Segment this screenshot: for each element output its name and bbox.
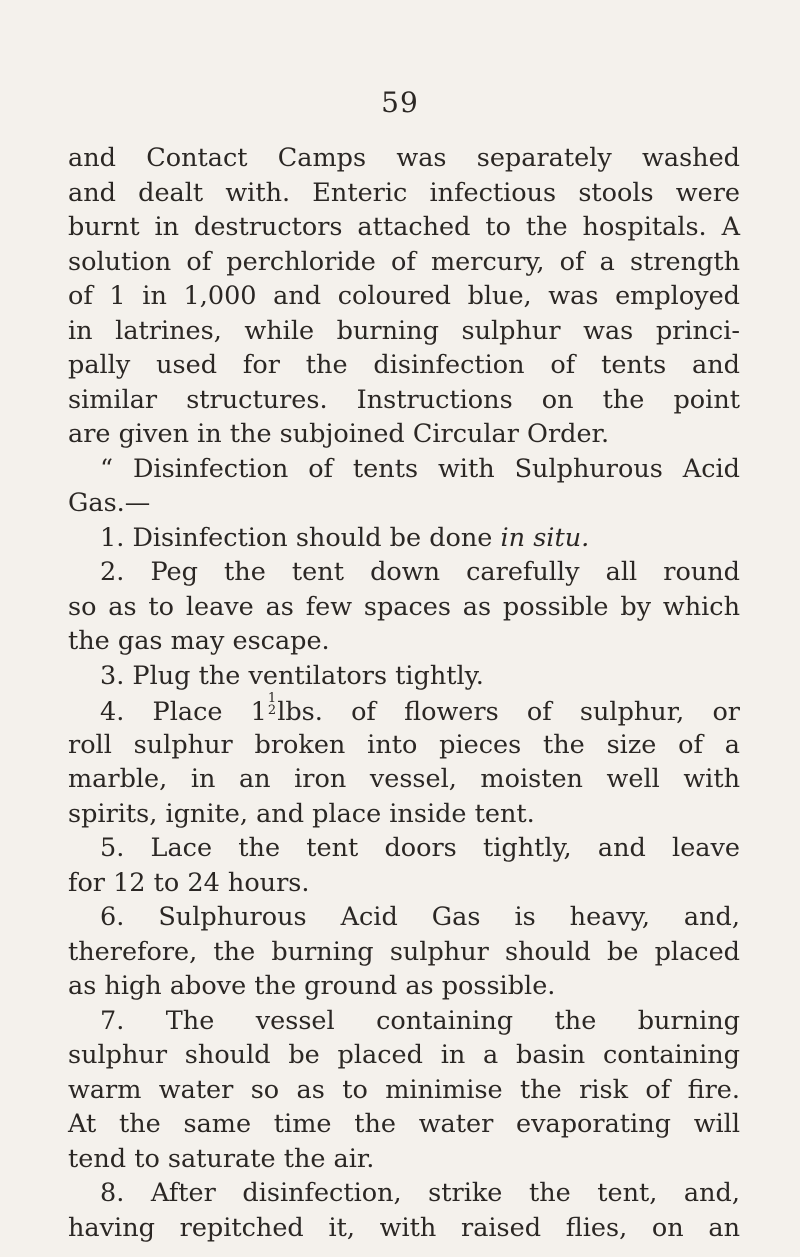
fraction-numerator: 1 bbox=[267, 691, 277, 706]
text-line: in latrines, while burning sulphur was princi- bbox=[68, 315, 740, 346]
text-line: so as to leave as few spaces as possible by which bbox=[68, 591, 740, 622]
text-line: At the same time the water evaporating will bbox=[68, 1109, 740, 1139]
body-text bbox=[68, 141, 740, 1245]
text-line: burnt in destructors attached to the hospitals. A bbox=[68, 212, 740, 242]
list-item-text: 4. Place 1 bbox=[100, 697, 267, 727]
list-item-1 bbox=[68, 521, 740, 556]
text-line: as high above the ground as possible. bbox=[68, 971, 556, 1001]
list-item-8: 8. After disinfection, strike the tent, and, bbox=[100, 1178, 740, 1208]
fraction bbox=[268, 693, 276, 717]
list-item-2: 2. Peg the tent down carefully all round bbox=[100, 557, 740, 587]
text-line: marble, in an iron vessel, moisten well with bbox=[68, 764, 740, 794]
circular-order-heading: “ Disinfection of tents with Sulphurous Acid bbox=[100, 453, 740, 484]
list-item-number: 1. bbox=[100, 522, 125, 553]
text-line: warm water so as to minimise the risk of fire. bbox=[68, 1074, 740, 1105]
list-item-text: Disinfection should be done bbox=[132, 522, 493, 553]
text-line: roll sulphur broken into pieces the size of a bbox=[68, 729, 740, 760]
text-line: solution of perchloride of mercury, of a strength bbox=[68, 246, 740, 277]
text-line: Gas.— bbox=[68, 488, 151, 518]
page-number: 59 bbox=[381, 86, 419, 119]
list-item-3: 3. Plug the ventilators tightly. bbox=[100, 660, 484, 691]
list-item-7: 7. The vessel containing the burning bbox=[100, 1005, 740, 1036]
fraction-denominator: 2 bbox=[267, 703, 277, 718]
text-line: pally used for the disinfection of tents and bbox=[68, 350, 740, 380]
text-line: the gas may escape. bbox=[68, 626, 330, 656]
text-line: of 1 in 1,000 and coloured blue, was employed bbox=[68, 281, 740, 311]
text-line: tend to saturate the air. bbox=[68, 1143, 375, 1174]
text-line: are given in the subjoined Circular Order. bbox=[68, 419, 610, 449]
text-line: and dealt with. Enteric infectious stools were bbox=[68, 177, 740, 208]
text-line: sulphur should be placed in a basin containing bbox=[68, 1040, 740, 1070]
list-item-4 bbox=[68, 693, 740, 728]
text-line: therefore, the burning sulphur should be placed bbox=[68, 936, 740, 967]
italic-phrase: in situ. bbox=[500, 522, 590, 553]
text-line: similar structures. Instructions on the point bbox=[68, 384, 740, 415]
text-line: for 12 to 24 hours. bbox=[68, 867, 310, 898]
list-item-6: 6. Sulphurous Acid Gas is heavy, and, bbox=[100, 902, 740, 932]
list-item-5: 5. Lace the tent doors tightly, and leave bbox=[100, 833, 740, 863]
list-item-text: lbs. of flowers of sulphur, or bbox=[277, 697, 740, 727]
text-line: having repitched it, with raised flies, on an bbox=[68, 1212, 740, 1243]
text-line: and Contact Camps was separately washed bbox=[68, 143, 740, 173]
text-line: spirits, ignite, and place inside tent. bbox=[68, 798, 535, 829]
